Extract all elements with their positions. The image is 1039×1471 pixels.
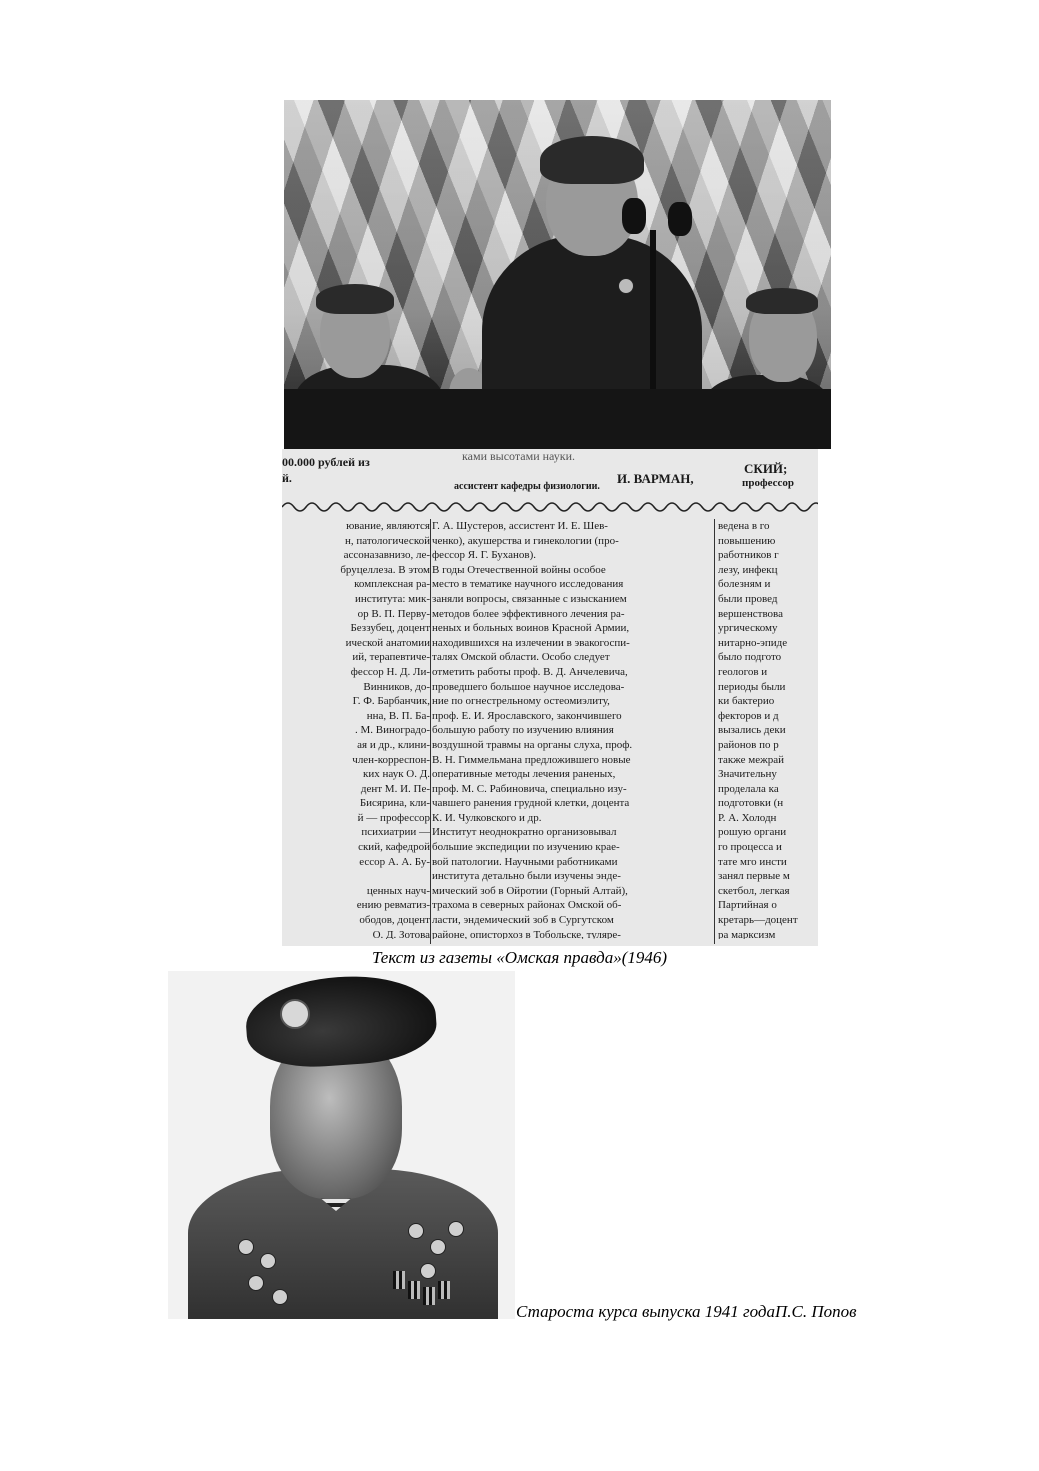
- article-line: ий, терапевтиче-: [352, 651, 430, 664]
- podium-speaker-photo: [284, 100, 831, 449]
- article-line: й — профессор: [357, 811, 430, 824]
- article-line: также межрай: [718, 753, 784, 766]
- article-line: института детально были изучены энде-: [432, 870, 621, 883]
- article-line: вой патологии. Научными работниками: [432, 855, 618, 868]
- article-line: ведена в го: [718, 520, 770, 532]
- article-line: были провед: [718, 592, 778, 605]
- article-line: Г. Ф. Барбанчик,: [352, 695, 430, 708]
- article-line: В годы Отечественной войны особое: [432, 563, 606, 576]
- article-line: ние по огнестрельному остеомиэлиту,: [432, 695, 610, 708]
- article-line: большие экспедиции по изучению крае-: [432, 841, 620, 854]
- article-line: ая и др., клини-: [357, 738, 430, 751]
- clipping-header: [282, 449, 818, 499]
- article-line: проф. М. С. Рабиновича, специально изу-: [432, 782, 627, 795]
- article-line: ассоназавнизо, ле-: [343, 549, 430, 562]
- article-line: ки бактерио: [718, 695, 775, 708]
- header-center-upper: ками высотами науки.: [462, 449, 576, 463]
- newspaper-clipping: [282, 449, 818, 946]
- article-line: повышению: [718, 534, 776, 547]
- article-line: го процесса и: [718, 841, 782, 854]
- article-line: чавшего ранения грудной клетки, доцента: [432, 797, 630, 810]
- article-line: . М. Виноградо-: [354, 724, 430, 737]
- article-line: проделала ка: [718, 782, 779, 795]
- wavy-divider: [282, 497, 818, 517]
- article-line: подготовки (н: [718, 797, 784, 810]
- article-line: вызались деки: [718, 724, 786, 737]
- article-line: занял первые м: [718, 870, 790, 883]
- column-rule: [714, 519, 715, 944]
- article-line: нна, В. П. Ба-: [366, 709, 430, 722]
- article-line: мический зоб в Ойротии (Горный Алтай),: [432, 884, 628, 897]
- article-line: ор В. П. Перву-: [357, 607, 430, 620]
- article-line: психиатрии —: [361, 826, 430, 839]
- article-line: ких наук О. Д.: [363, 768, 430, 781]
- article-column-2: [432, 519, 712, 939]
- article-line: геологов и: [718, 665, 768, 678]
- medal-icon: [238, 1239, 254, 1255]
- article-line: В. Н. Гиммельмана предложившего новые: [432, 753, 631, 766]
- article-line: отметить работы проф. В. Д. Анчелевича,: [432, 665, 628, 678]
- article-line: Бисярина, кли-: [359, 797, 430, 810]
- medal-icon: [618, 278, 634, 294]
- article-line: ической анатомии: [345, 636, 430, 649]
- article-line: скетбол, легкая: [718, 884, 790, 897]
- article-line: ценных науч-: [366, 884, 430, 897]
- article-line: Беззубец, доцент: [350, 622, 430, 635]
- article-line: место в тематике научного исследования: [432, 578, 624, 591]
- article-line: ювание, являются: [346, 520, 430, 532]
- header-left-2: й.: [282, 471, 292, 485]
- article-line: оперативные методы лечения раненых,: [432, 768, 616, 781]
- article-line: Партийная о: [718, 899, 777, 912]
- article-line: Институт неоднократно организовывал: [432, 826, 617, 839]
- article-line: К. И. Чулковского и др.: [432, 811, 542, 824]
- article-line: фекторов и д: [718, 709, 779, 722]
- article-line: Г. А. Шустеров, ассистент И. Е. Шев-: [432, 520, 608, 532]
- article-line: Винников, до-: [363, 680, 430, 693]
- article-line: бруцеллеза. В этом: [340, 563, 430, 576]
- article-line: ра марксизм: [718, 928, 776, 939]
- article-line: н, патологической: [344, 534, 430, 547]
- article-line: [298, 869, 430, 884]
- article-line: института: мик-: [355, 592, 430, 605]
- article-line: ский, кафедрой: [358, 841, 430, 854]
- article-line: Р. А. Холодн: [718, 811, 777, 824]
- article-line: было подгото: [718, 651, 782, 664]
- article-line: Значительну: [718, 768, 777, 781]
- article-line: дент М. И. Пе-: [360, 782, 430, 795]
- article-line: проф. Е. И. Ярославского, закончившего: [432, 709, 622, 722]
- article-line: проведшего большое научное исследова-: [432, 680, 625, 693]
- article-line: О. Д. Зотова: [372, 928, 430, 939]
- article-line: трахома в северных районах Омской об-: [432, 899, 622, 912]
- article-line: фессор Н. Д. Ли-: [350, 665, 430, 678]
- column-rule: [430, 519, 431, 944]
- article-line: ласти, эндемический зоб в Сургутском: [432, 914, 614, 927]
- article-column-1: [298, 519, 430, 939]
- portrait-caption: Староста курса выпуска 1941 годаП.С. Попов: [516, 1302, 857, 1321]
- article-line: комплексная ра-: [354, 578, 430, 591]
- article-line: ченко), акушерства и гинекологии (про-: [432, 534, 619, 547]
- veteran-portrait-photo: [168, 971, 515, 1319]
- article-line: фессор Я. Г. Буханов).: [432, 549, 537, 562]
- article-line: работников г: [718, 549, 779, 562]
- article-line: рошую органи: [718, 826, 787, 839]
- beret: [243, 971, 439, 1072]
- article-line: заняли вопросы, связанные с изысканием: [432, 592, 627, 605]
- article-line: ободов, доцент: [359, 914, 430, 927]
- article-line: районе, описторхоз в Тобольске, туляре-: [432, 928, 621, 939]
- article-line: большую работу по изучению влияния: [432, 724, 614, 737]
- article-line: тате мго инсти: [718, 855, 787, 868]
- ribbon-bar-icon: [393, 1271, 405, 1289]
- article-line: периоды были: [718, 680, 786, 693]
- article-line: находившихся на излечении в эвакогоспи-: [432, 636, 630, 649]
- article-line: ению ревматиз-: [356, 899, 430, 912]
- article-line: член-корреспон-: [352, 753, 430, 766]
- article-line: воздушной травмы на органы слуха, проф.: [432, 738, 633, 751]
- article-line: нитарно-эпиде: [718, 636, 788, 649]
- article-column-3: [718, 519, 818, 939]
- header-right-name: СКИЙ;: [744, 461, 788, 476]
- article-line: ессор А. А. Бу-: [359, 855, 430, 868]
- article-line: вершенствова: [718, 607, 783, 620]
- article-line: лезу, инфекц: [718, 563, 778, 576]
- author-name: И. ВАРМАН,: [617, 471, 694, 486]
- header-right-role: профессор: [742, 477, 794, 489]
- header-left: 00.000 рублей из: [282, 455, 370, 469]
- article-line: неных и больных воинов Красной Армии,: [432, 622, 630, 635]
- author-role: ассистент кафедры физиологии.: [454, 481, 600, 492]
- article-line: методов более эффективного лечения ра-: [432, 607, 625, 620]
- article-line: ургическому: [718, 622, 778, 635]
- beret-badge-icon: [280, 999, 310, 1029]
- article-line: кретарь—доцент: [718, 914, 798, 927]
- article-line: талях Омской области. Особо следует: [432, 651, 610, 664]
- article-line: районов по р: [718, 738, 779, 751]
- article-line: болезням и: [718, 578, 771, 591]
- newspaper-caption: Текст из газеты «Омская правда»(1946): [371, 948, 668, 967]
- microphone-icon: [622, 198, 646, 234]
